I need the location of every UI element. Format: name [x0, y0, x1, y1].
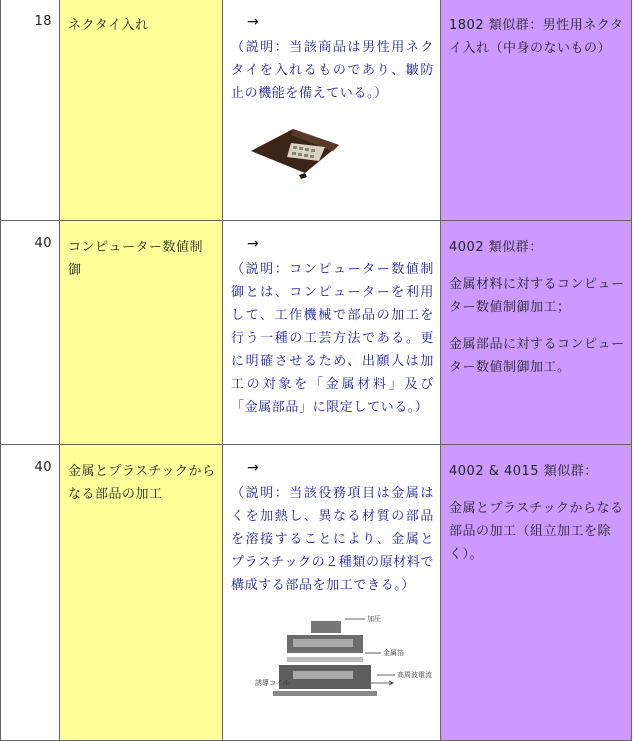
goods-name-cell: [60, 0, 223, 221]
arrow-icon: →: [247, 460, 259, 476]
class-number-cell: [1, 0, 60, 221]
description-cell: [223, 0, 441, 221]
class-number-cell: [1, 445, 60, 741]
necktie-case-image: [247, 117, 440, 183]
goods-name-cell: [60, 221, 223, 445]
classification-text: 金属とプラスチックからなる部品の加工（組立加工を除く）。: [449, 501, 624, 562]
class-number: 40: [34, 236, 52, 251]
classification-cell: [441, 221, 632, 445]
arrow-icon: →: [247, 236, 259, 252]
classification-text: 金属部品に対するコンピューター数値制御加工。: [449, 337, 625, 375]
goods-name: 金属とプラスチックからなる部品の加工: [68, 464, 216, 502]
explanation-text: （説明：コンピューター数値制御とは、コンピューターを利用して、工作機械で部品の加工を行う一種の工芸方法である。更に明確させるため、出願人は加工の対象を「金属材料」及び「金属部品」に限定している。）: [231, 262, 434, 415]
classification-heading: 4002 類似群：: [449, 240, 543, 255]
classification-cell: [441, 0, 632, 221]
class-number-cell: [1, 221, 60, 445]
table-row: [1, 221, 632, 445]
classification-heading: 4002 & 4015 類似群：: [449, 464, 598, 479]
classification-text: 金属材料に対するコンピューター数値制御加工；: [449, 277, 625, 315]
welding-diagram: [253, 609, 440, 711]
description-cell: [223, 445, 441, 741]
goods-name: ネクタイ入れ: [68, 18, 149, 33]
explanation-text: （説明：当該役務項目は金属はくを加熱し、異なる材質の部品を溶接することにより、金属とプラスチックの２種類の原材料で構成する部品を加工できる。）: [231, 486, 434, 593]
description-cell: [223, 221, 441, 445]
classification-cell: [441, 445, 632, 741]
diagram-label: 加圧: [367, 615, 381, 623]
goods-name-cell: [60, 445, 223, 741]
classification-text: 1802 類似群：男性用ネクタイ入れ（中身のないもの）: [449, 18, 624, 56]
diagram-label: 金属箔: [383, 649, 404, 657]
arrow-icon: →: [247, 14, 259, 30]
table-row: [1, 445, 632, 741]
table-row: [1, 0, 632, 221]
diagram-label: 誘導コイル: [255, 679, 290, 687]
explanation-text: （説明：当該商品は男性用ネクタイを入れるものであり、皺防止の機能を備えている。）: [231, 40, 434, 101]
goods-name: コンピューター数値制御: [68, 240, 204, 278]
class-number: 40: [34, 460, 52, 475]
diagram-label: 高周波電流: [397, 671, 432, 679]
class-number: 18: [34, 14, 52, 29]
